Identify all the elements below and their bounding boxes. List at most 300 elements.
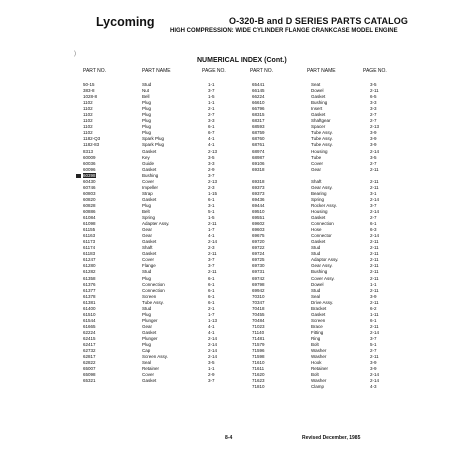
left-cell-pn: 61377 [83, 287, 96, 293]
left-cell-page: 2-14 [208, 342, 218, 348]
left-cell-page: 3-7 [208, 378, 215, 384]
left-cell-name: Gasket [142, 251, 157, 257]
right-cell-name: Seal [311, 293, 321, 299]
right-cell-page: 2-14 [370, 378, 380, 384]
right-cell-page: 1-11 [370, 311, 379, 317]
section-title: NUMERICAL INDEX (Cont.) [197, 57, 287, 64]
right-cell-page: 1-1 [370, 281, 377, 287]
right-cell-pn: 69373 [252, 190, 265, 196]
left-col-part-name [142, 82, 169, 384]
right-cell-pn: 71610 [252, 360, 265, 366]
right-cell-page: 2-11 [370, 257, 379, 263]
right-cell-name: Shaftgear [311, 118, 331, 124]
right-cell-pn: 68974 [252, 148, 265, 154]
left-cell-name: Gasket [142, 329, 157, 335]
right-cell-name: Hook [311, 360, 322, 366]
right-cell-pn: 66224 [252, 94, 265, 100]
right-cell-name: Connection [311, 221, 334, 227]
left-cell-pn: 60803 [83, 190, 96, 196]
right-cell-name: Tube Assy. [311, 142, 333, 148]
left-cell-name: Plug [142, 311, 152, 317]
left-cell-pn: 1102 [83, 130, 93, 136]
right-cell-pn: 69602 [252, 221, 265, 227]
left-cell-name: Strap [142, 190, 153, 196]
left-cell-name: Gear [142, 233, 153, 239]
right-cell-pn: 71620 [252, 372, 265, 378]
left-cell-pn: 61247 [83, 257, 96, 263]
right-cell-page: 2-14 [370, 372, 380, 378]
right-cell-name: Gear Assy. [311, 184, 333, 190]
left-cell-name: Screen [142, 293, 157, 299]
left-cell-name: Plunger [142, 317, 158, 323]
left-cell-name: Tube Assy. [142, 299, 164, 305]
right-cell-name: Washer [311, 354, 327, 360]
left-cell-name: Connection [142, 281, 165, 287]
right-cell-name: Bracket [311, 305, 327, 311]
left-cell-pn: 61280 [83, 263, 96, 269]
left-cell-page: 4-1 [208, 136, 215, 142]
left-cell-pn: 1182-83 [83, 142, 100, 148]
right-cell-pn: 69942 [252, 287, 265, 293]
right-cell-pn: 69106 [252, 160, 265, 166]
right-cell-page: 2-11 [370, 184, 379, 190]
left-cell-pn: 61163 [83, 233, 96, 239]
right-row-page [370, 384, 379, 390]
right-cell-name: Retainer [311, 366, 329, 372]
right-cell-pn: 70310 [252, 293, 265, 299]
left-cell-name: Cover [142, 257, 155, 263]
left-cell-pn: 61381 [83, 299, 96, 305]
left-cell-name: Gasket [142, 196, 157, 202]
right-cell-page: 2-11 [370, 178, 379, 184]
left-cell-pn: 60096 [83, 166, 96, 172]
right-cell-page: 3-7 [370, 335, 377, 341]
left-cell-name: Bell [142, 94, 150, 100]
left-cell-page: 6-7 [208, 130, 215, 136]
right-cell-page: 2-11 [370, 88, 379, 94]
revision-note: Revised December, 1985 [302, 435, 361, 441]
right-cell-pn: 68760 [252, 136, 265, 142]
right-row-page [370, 167, 379, 173]
left-cell-name: Plug [142, 118, 152, 124]
left-cell-page: 3-3 [208, 160, 215, 166]
left-cell-page: 6-1 [208, 196, 215, 202]
left-cell-pn: 61155 [83, 227, 96, 233]
right-cell-pn: 68761 [252, 142, 265, 148]
right-cell-pn: 70455 [252, 311, 265, 317]
left-cell-name: Bushing [142, 172, 159, 178]
left-cell-pn: 8313 [83, 148, 94, 154]
right-cell-pn: 68759 [252, 130, 265, 136]
left-cell-page: 2-11 [208, 221, 217, 227]
right-cell-name: Fitting [311, 329, 324, 335]
left-cell-page: 3-7 [208, 263, 215, 269]
left-cell-pn: 60828 [83, 202, 96, 208]
left-cell-page: 1-7 [208, 311, 215, 317]
left-cell-name: Screen Assy. [142, 354, 168, 360]
left-cell-page: 2-11 [208, 269, 217, 275]
left-cell-name: Connection [142, 287, 165, 293]
right-cell-pn: 69551 [252, 215, 265, 221]
right-cell-pn: 71140 [252, 329, 265, 335]
right-cell-page: 3-3 [370, 106, 377, 112]
right-cell-pn: 69510 [252, 208, 265, 214]
right-cell-name: Rocker Assy. [311, 202, 337, 208]
right-cell-pn: 68315 [252, 112, 265, 118]
right-cell-name: Gasket [311, 239, 326, 245]
right-cell-name: Housing [311, 148, 328, 154]
right-cell-name: Ring [311, 335, 321, 341]
left-cell-page: 4-1 [208, 323, 215, 329]
right-cell-name: Gasket [311, 311, 326, 317]
left-cell-page: 6-1 [208, 287, 215, 293]
left-col-page-no [208, 82, 217, 384]
page-number: 8-4 [225, 435, 233, 441]
left-cell-page: 2-7 [208, 112, 215, 118]
left-cell-pn: 1102 [83, 100, 93, 106]
left-cell-name: Plug [142, 342, 152, 348]
left-cell-page: 3-7 [208, 172, 215, 178]
left-cell-pn: 61376 [83, 281, 96, 287]
right-cell-pn: 69730 [252, 263, 265, 269]
left-cell-pn: 60886 [83, 208, 96, 214]
right-cell-name: Hose [311, 227, 322, 233]
right-cell-name: Brace [311, 323, 323, 329]
left-cell-pn: 61400 [83, 305, 96, 311]
right-cell-page: 2-11 [370, 354, 379, 360]
right-cell-pn: 71598 [252, 354, 265, 360]
left-cell-name: Guide [142, 160, 155, 166]
left-cell-page: 4-1 [208, 329, 215, 335]
left-cell-name: Plug [142, 106, 152, 112]
right-cell-page: 2-14 [370, 148, 380, 154]
left-cell-page: 2-13 [208, 178, 218, 184]
right-cell-page: 3-7 [370, 202, 377, 208]
left-cell-pn: 60036 [83, 160, 96, 166]
left-cell-page: 1-15 [208, 190, 218, 196]
left-cell-page: 1-1 [208, 366, 215, 372]
right-cell-page: 2-7 [370, 112, 377, 118]
left-cell-pn: 1102 [83, 124, 93, 130]
left-cell-pn: 61084 [83, 215, 96, 221]
left-cell-page: 6-1 [208, 299, 215, 305]
left-cell-pn: 383-8 [83, 88, 95, 94]
left-cell-name: Adapter Assy. [142, 221, 170, 227]
left-cell-name: Gasket [142, 148, 157, 154]
left-cell-pn: 61183 [83, 251, 96, 257]
left-cell-name: Stud [142, 269, 152, 275]
left-cell-name: Gasket [142, 378, 157, 384]
left-cell-pn: 1182-Q3 [83, 136, 101, 142]
left-cell-pn: 1028-8 [83, 94, 98, 100]
right-cell-page: 2-14 [370, 329, 380, 335]
left-cell-page: 2-14 [208, 348, 218, 354]
left-cell-page: 1-7 [208, 227, 215, 233]
left-cell-page: 1-1 [208, 100, 215, 106]
right-cell-pn: 69318 [252, 166, 265, 172]
left-cell-page: 3-7 [208, 88, 215, 94]
left-cell-pn: 65007 [83, 366, 96, 372]
left-cell-page: 1-13 [208, 317, 218, 323]
left-cell-name: Plunger [142, 335, 158, 341]
right-cell-page: 2-11 [370, 263, 379, 269]
right-cell-pn: 70347 [252, 299, 265, 305]
right-header-page-no: PAGE NO. [363, 68, 387, 74]
left-col-part-no [83, 82, 100, 384]
left-cell-page: 4-1 [208, 142, 215, 148]
right-header-part-no: PART NO. [250, 68, 274, 74]
left-cell-name: Gear [142, 323, 153, 329]
left-cell-page: 1-5 [208, 94, 215, 100]
left-cell-name: Plug [142, 275, 152, 281]
left-row-page [208, 378, 217, 384]
left-cell-page: 2-9 [208, 372, 215, 378]
right-cell-pn: 66610 [252, 100, 265, 106]
left-cell-pn: 60009 [83, 154, 96, 160]
left-cell-name: Seal [142, 360, 152, 366]
catalog-subtitle: HIGH COMPRESSION: WIDE CYLINDER FLANGE CRANKCASE MODEL ENGINE [170, 28, 398, 34]
left-header-page-no: PAGE NO. [202, 68, 226, 74]
left-cell-pn: 61174 [83, 245, 96, 251]
left-cell-pn: 61358 [83, 275, 96, 281]
right-cell-page: 2-11 [370, 323, 379, 329]
right-cell-page: 2-7 [370, 118, 377, 124]
left-cell-name: Spark Plug [142, 136, 165, 142]
left-cell-name: Shaft [142, 245, 153, 251]
left-cell-pn: 62817 [83, 354, 96, 360]
left-cell-name: Stud [142, 82, 152, 87]
right-cell-name: Bolt [311, 342, 319, 348]
right-cell-pn: 69798 [252, 281, 265, 287]
right-cell-page: 2-11 [370, 251, 379, 257]
right-cell-page: 2-11 [370, 299, 379, 305]
right-cell-pn: 69675 [252, 233, 265, 239]
left-cell-name: Plug [142, 124, 152, 130]
left-cell-name: Gear [142, 227, 153, 233]
right-cell-name: Tube Assy. [311, 136, 333, 142]
right-cell-name: Stud [311, 245, 321, 251]
right-cell-page: 2-11 [370, 245, 379, 251]
left-cell-page: 3-3 [208, 118, 215, 124]
right-cell-pn: 68593 [252, 124, 265, 130]
right-cell-page: 3-5 [370, 154, 377, 160]
right-col-part-name [311, 82, 338, 390]
right-header-part-name: PART NAME [307, 68, 336, 74]
left-cell-name: Cover [142, 178, 155, 184]
right-cell-page: 2-14 [370, 196, 380, 202]
right-cell-page: 2-7 [370, 215, 377, 221]
right-cell-pn: 69742 [252, 275, 265, 281]
left-cell-name: Spring [142, 215, 156, 221]
right-cell-page: 6-5 [370, 94, 377, 100]
left-cell-pn: 65321 [83, 378, 96, 384]
right-cell-name: Tube [311, 154, 322, 160]
right-cell-pn: 69720 [252, 239, 265, 245]
left-cell-pn: 62822 [83, 360, 96, 366]
right-cell-pn: 71623 [252, 378, 265, 384]
brand-title: Lycoming [96, 15, 155, 29]
right-row-pn [252, 167, 265, 173]
right-cell-page: 3-1 [370, 190, 377, 196]
left-cell-pn: 60398 [83, 172, 96, 178]
right-cell-pn: 71810 [252, 384, 265, 390]
left-cell-pn: 1102 [83, 106, 93, 112]
left-cell-page: 2-1 [208, 106, 215, 112]
right-cell-name: Washer [311, 378, 327, 384]
right-cell-pn: 66796 [252, 106, 265, 112]
left-cell-name: Belt [142, 208, 150, 214]
right-cell-pn: 69444 [252, 202, 265, 208]
right-cell-page: 2-11 [370, 287, 379, 293]
left-cell-page: 2-13 [208, 148, 218, 154]
right-cell-page: 3-3 [370, 100, 377, 106]
right-cell-pn: 69725 [252, 257, 265, 263]
right-cell-name: Seat [311, 82, 321, 87]
right-cell-name: Dowel [311, 281, 324, 287]
right-cell-pn: 69731 [252, 269, 265, 275]
right-cell-page: 3-9 [370, 360, 377, 366]
left-cell-pn: 60746 [83, 184, 96, 190]
right-cell-page: 2-11 [370, 166, 379, 172]
right-cell-name: Adaptor Assy. [311, 257, 339, 263]
left-cell-pn: 60820 [83, 196, 96, 202]
left-cell-page: 1-5 [208, 215, 215, 221]
right-cell-pn: 71481 [252, 335, 265, 341]
right-cell-name: Bushing [311, 100, 328, 106]
left-cell-name: Retainer [142, 366, 160, 372]
left-cell-page: 4-1 [208, 233, 215, 239]
right-cell-pn: 69436 [252, 196, 265, 202]
right-cell-name: Drive Assy. [311, 299, 334, 305]
right-cell-pn: 71596 [252, 348, 265, 354]
right-cell-page: 2-13 [370, 124, 380, 130]
left-cell-page: 6-1 [208, 293, 215, 299]
right-cell-page: 3-9 [370, 366, 377, 372]
right-cell-page: 6-2 [370, 305, 377, 311]
right-cell-page: 2-7 [370, 348, 377, 354]
left-cell-pn: 62417 [83, 342, 96, 348]
left-cell-pn: 65098 [83, 372, 96, 378]
right-cell-pn: 65441 [252, 82, 265, 87]
right-cell-pn: 69373 [252, 184, 265, 190]
margin-mark: ) [74, 51, 76, 57]
left-header-part-name: PART NAME [142, 68, 171, 74]
left-cell-pn: 61173 [83, 239, 96, 245]
right-cell-name: Dowel [311, 88, 324, 94]
left-row-pn [83, 173, 100, 179]
right-cell-name: Gear Assy. [311, 263, 333, 269]
right-col-page-no [370, 82, 379, 390]
left-cell-page: 2-11 [208, 251, 217, 257]
right-cell-pn: 70484 [252, 317, 265, 323]
right-cell-name: Gasket [311, 94, 326, 100]
left-cell-page: 2-9 [208, 166, 215, 172]
right-cell-page: 2-11 [370, 239, 379, 245]
left-cell-pn: 1102 [83, 112, 93, 118]
right-cell-pn: 69722 [252, 245, 265, 251]
right-cell-pn: 71611 [252, 366, 265, 372]
left-cell-pn: 62224 [83, 329, 96, 335]
right-cell-pn: 69724 [252, 251, 265, 257]
left-cell-name: Plug [142, 130, 152, 136]
left-cell-name: Gasket [142, 166, 157, 172]
left-cell-page: 2-14 [208, 354, 218, 360]
right-cell-page: 2-11 [370, 269, 379, 275]
left-cell-name: Spark Plug [142, 142, 165, 148]
left-cell-pn: 62415 [83, 335, 96, 341]
right-row-name [311, 384, 338, 390]
right-cell-name: Cover [311, 160, 324, 166]
left-cell-page: 5-1 [208, 208, 215, 214]
right-cell-page: 3-5 [370, 82, 377, 87]
right-cell-name: Connector [311, 233, 332, 239]
left-cell-name: Impeller [142, 184, 159, 190]
right-cell-name: Stud [311, 287, 321, 293]
right-cell-page: 3-9 [370, 142, 377, 148]
right-cell-name: Washer [311, 348, 327, 354]
right-cell-name: Cover Assy. [311, 275, 335, 281]
catalog-title: O-320-B and D SERIES PARTS CATALOG [229, 16, 408, 26]
left-cell-name: Plug [142, 112, 152, 118]
left-cell-name: Plug [142, 100, 152, 106]
left-cell-pn: 61098 [83, 221, 96, 227]
right-cell-name: Gear [311, 166, 322, 172]
right-cell-page: 3-9 [370, 130, 377, 136]
right-cell-page: 6-3 [370, 227, 377, 233]
right-cell-name: Stud [311, 251, 321, 257]
left-cell-page: 6-1 [208, 281, 215, 287]
right-cell-name: Screen [311, 317, 326, 323]
right-cell-page: 6-1 [370, 317, 377, 323]
left-cell-pn: 60430 [83, 178, 96, 184]
left-cell-name: Flange [142, 263, 156, 269]
right-cell-page: 4-3 [370, 384, 377, 390]
left-row-name [142, 378, 169, 384]
left-cell-pn: 50-15 [83, 82, 95, 87]
right-cell-name: Spacer [311, 124, 326, 130]
left-cell-page: 2-1 [208, 305, 215, 311]
right-cell-name: Bolt [311, 372, 319, 378]
left-cell-page: 3-7 [208, 257, 215, 263]
left-cell-page: 3-5 [208, 360, 215, 366]
left-cell-pn: 61665 [83, 323, 96, 329]
left-cell-page: 2-14 [208, 239, 218, 245]
left-header-part-no: PART NO. [83, 68, 107, 74]
left-cell-page: 6-1 [208, 275, 215, 281]
left-cell-page: 1-1 [208, 82, 215, 87]
right-cell-name: Bushing [311, 269, 328, 275]
left-cell-name: Key [142, 154, 150, 160]
right-col-part-no [252, 82, 265, 390]
right-cell-pn: 69603 [252, 227, 265, 233]
right-cell-name: Insert [311, 106, 323, 112]
right-cell-pn: 71023 [252, 323, 265, 329]
right-cell-name: Housing [311, 208, 328, 214]
left-row-pn [83, 378, 100, 384]
left-cell-page: 6-1 [208, 124, 215, 130]
left-cell-page: 2-14 [208, 335, 218, 341]
left-cell-pn: 1102 [83, 118, 93, 124]
right-cell-pn: 66145 [252, 88, 265, 94]
right-cell-page: 2-14 [370, 208, 380, 214]
right-cell-name: Shaft [311, 178, 322, 184]
left-cell-pn: 61282 [83, 269, 96, 275]
right-cell-name: Gasket [311, 215, 326, 221]
left-cell-pn: 62732 [83, 348, 96, 354]
left-cell-pn: 61510 [83, 311, 96, 317]
left-cell-pn: 61544 [83, 317, 96, 323]
left-cell-page: 2-3 [208, 184, 215, 190]
